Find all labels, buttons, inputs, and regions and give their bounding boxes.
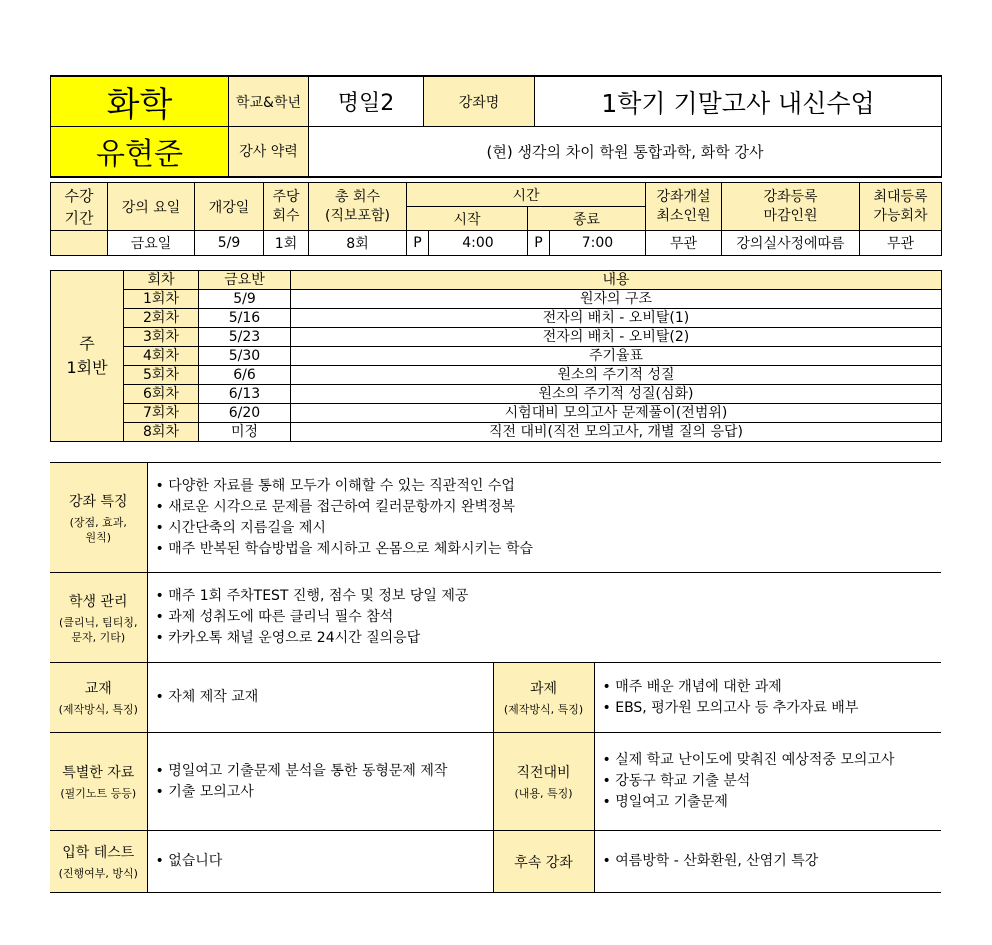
session-cell: 6회차 — [124, 385, 199, 404]
entrance-test-sub: (진행여부, 방식) — [58, 867, 138, 880]
student-mgmt-content — [147, 573, 941, 663]
end-time: 7:00 — [550, 231, 646, 256]
table-row — [51, 347, 942, 366]
session-cell: 7회차 — [124, 404, 199, 423]
date-cell: 5/16 — [199, 309, 291, 328]
min-header: 강좌개설 최소인원 — [646, 183, 722, 231]
list-item: • 새로운 시각으로 문제를 접근하여 킬러문항까지 완벽정복 — [156, 497, 942, 518]
student-mgmt-label — [50, 573, 147, 663]
date-cell: 5/9 — [199, 290, 291, 309]
textbook-title: 교재 — [84, 681, 112, 697]
list-item: • 다양한 자료를 통해 모두가 이해할 수 있는 직관적인 수업 — [156, 476, 942, 497]
list-item: • EBS, 평가원 모의고사 등 추가자료 배부 — [603, 698, 942, 719]
followup-label — [493, 831, 594, 893]
content-cell: 원소의 주기적 성질(심화) — [291, 385, 942, 404]
textbook-content — [147, 663, 493, 733]
content-cell: 전자의 배치 - 오비탈(2) — [291, 328, 942, 347]
session-cell: 4회차 — [124, 347, 199, 366]
table-row — [51, 328, 942, 347]
course-name-label: 강좌명 — [424, 76, 535, 127]
header-table — [50, 75, 942, 178]
total-header: 총 회수 (직보포함) — [309, 183, 407, 231]
homework-title: 과제 — [529, 681, 558, 697]
course-feature-sub: (장점, 효과, 원칙) — [69, 515, 127, 544]
content-cell: 원소의 주기적 성질 — [291, 366, 942, 385]
date-header: 금요반 — [199, 271, 291, 290]
deadline-value: 강의실사정에따름 — [722, 231, 860, 256]
student-mgmt-title: 학생 관리 — [68, 593, 128, 610]
special-material-sub: (필기노트 등등) — [60, 787, 137, 800]
date-cell: 6/13 — [199, 385, 291, 404]
entrance-test-title: 입학 테스트 — [62, 845, 135, 861]
curriculum-table — [50, 270, 942, 442]
session-header: 회차 — [124, 271, 199, 290]
list-item: • 명일여고 기출문제 — [603, 792, 942, 813]
date-cell: 5/30 — [199, 347, 291, 366]
weekly-header: 주당 회수 — [264, 183, 309, 231]
date-cell: 미정 — [199, 423, 291, 442]
curriculum-side-label: 주 1회반 — [51, 271, 124, 442]
session-cell: 5회차 — [124, 366, 199, 385]
list-item: • 자체 제작 교재 — [156, 687, 493, 708]
start-date-header: 개강일 — [195, 183, 264, 231]
list-item: • 매주 배운 개념에 대한 과제 — [603, 677, 942, 698]
min-value: 무관 — [646, 231, 722, 256]
deadline-header: 강좌등록 마감인원 — [722, 183, 860, 231]
day-header: 강의 요일 — [108, 183, 195, 231]
start-ampm: P — [407, 231, 429, 256]
career-value: (현) 생각의 차이 학원 통합과학, 화학 강사 — [309, 127, 942, 177]
date-cell: 6/20 — [199, 404, 291, 423]
special-material-content — [147, 733, 493, 831]
session-cell: 3회차 — [124, 328, 199, 347]
day-value: 금요일 — [108, 231, 195, 256]
list-item: • 없습니다 — [156, 851, 493, 872]
list-item: • 시간단축의 지름길을 제시 — [156, 518, 942, 539]
session-cell: 1회차 — [124, 290, 199, 309]
special-material-label — [50, 733, 147, 831]
student-mgmt-sub: (클리닉, 팀티칭, 문자, 기타) — [58, 615, 138, 644]
course-feature-label — [50, 463, 147, 573]
course-feature-content — [147, 463, 941, 573]
max-value: 무관 — [860, 231, 942, 256]
final-prep-content — [594, 733, 941, 831]
start-time: 4:00 — [429, 231, 528, 256]
course-feature-title: 강좌 특징 — [68, 493, 128, 510]
features-table — [50, 462, 941, 893]
final-prep-title: 직전대비 — [516, 765, 571, 781]
entrance-test-label — [50, 831, 147, 893]
list-item: • 카카오톡 채널 운영으로 24시간 질의응답 — [156, 628, 942, 649]
table-row — [51, 366, 942, 385]
weekly-value: 1회 — [264, 231, 309, 256]
homework-sub: (제작방식, 특징) — [503, 703, 584, 716]
content-header: 내용 — [291, 271, 942, 290]
date-cell: 6/6 — [199, 366, 291, 385]
content-cell: 시험대비 모의고사 문제풀이(전범위) — [291, 404, 942, 423]
max-header: 최대등록 가능회차 — [860, 183, 942, 231]
period-label: 수강 기간 — [51, 183, 108, 231]
time-header: 시간 — [407, 183, 646, 207]
special-material-title: 특별한 자료 — [62, 765, 135, 781]
school-grade-value: 명일2 — [309, 76, 424, 127]
session-cell: 2회차 — [124, 309, 199, 328]
career-label: 강사 약력 — [229, 127, 309, 177]
homework-content — [594, 663, 941, 733]
content-cell: 전자의 배치 - 오비탈(1) — [291, 309, 942, 328]
list-item: • 매주 반복된 학습방법을 제시하고 온몸으로 체화시키는 학습 — [156, 539, 942, 560]
content-cell: 주기율표 — [291, 347, 942, 366]
content-cell: 직전 대비(직전 모의고사, 개별 질의 응답) — [291, 423, 942, 442]
teacher-name: 유현준 — [51, 127, 229, 177]
final-prep-sub: (내용, 특징) — [514, 787, 573, 800]
homework-label — [493, 663, 594, 733]
list-item: • 강동구 학교 기출 분석 — [603, 771, 942, 792]
entrance-test-content — [147, 831, 493, 893]
list-item: • 명일여고 기출문제 분석을 통한 동형문제 제작 — [156, 761, 493, 782]
course-name-value: 1학기 기말고사 내신수업 — [535, 76, 942, 127]
time-start-header: 시작 — [407, 207, 528, 231]
table-row — [51, 309, 942, 328]
schedule-table — [50, 182, 942, 256]
textbook-sub: (제작방식, 특징) — [58, 703, 138, 716]
list-item: • 여름방학 - 산화환원, 산염기 특강 — [603, 851, 942, 872]
time-end-header: 종료 — [528, 207, 646, 231]
followup-title: 후속 강좌 — [514, 854, 573, 871]
session-cell: 8회차 — [124, 423, 199, 442]
start-date-value: 5/9 — [195, 231, 264, 256]
textbook-label — [50, 663, 147, 733]
final-prep-label — [493, 733, 594, 831]
end-ampm: P — [528, 231, 550, 256]
followup-content — [594, 831, 941, 893]
table-row — [51, 404, 942, 423]
table-row — [51, 423, 942, 442]
content-cell: 원자의 구조 — [291, 290, 942, 309]
table-row — [51, 385, 942, 404]
date-cell: 5/23 — [199, 328, 291, 347]
list-item: • 실제 학교 난이도에 맞춰진 예상적중 모의고사 — [603, 750, 942, 771]
list-item: • 기출 모의고사 — [156, 782, 493, 803]
list-item: • 매주 1회 주차TEST 진행, 점수 및 정보 당일 제공 — [156, 586, 942, 607]
subject-title: 화학 — [51, 76, 229, 127]
school-grade-label: 학교&학년 — [229, 76, 309, 127]
period-label-blank — [51, 231, 108, 256]
total-value: 8회 — [309, 231, 407, 256]
table-row — [51, 290, 942, 309]
list-item: • 과제 성취도에 따른 클리닉 필수 참석 — [156, 607, 942, 628]
